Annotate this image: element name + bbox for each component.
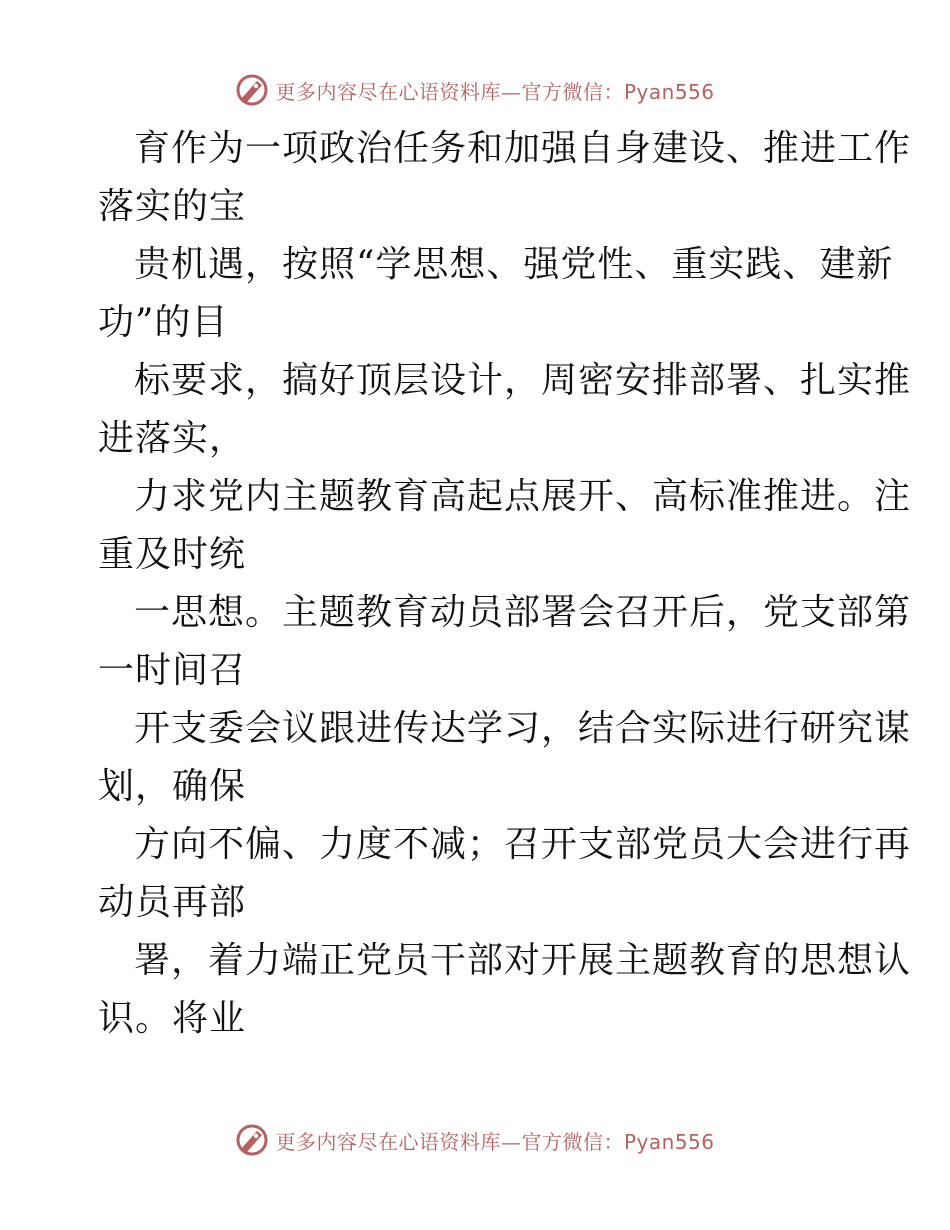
body-line: 落实的宝: [98, 186, 247, 227]
document-body: [98, 120, 912, 1048]
body-line: 一时间召: [98, 650, 247, 691]
footer-banner-text: [275, 1126, 714, 1155]
body-line: 标要求，搞好顶层设计，周密安排部署、扎实推: [134, 360, 912, 401]
body-line: 开支委会议跟进传达学习，结合实际进行研究谋: [134, 708, 912, 749]
body-line: 育作为一项政治任务和加强自身建设、推进工作: [134, 128, 912, 169]
footer-banner-id: Pyan556: [623, 1129, 715, 1154]
header-banner-id: Pyan556: [623, 79, 715, 104]
pen-nib-logo-icon: [235, 1123, 269, 1157]
body-line: 一思想。主题教育动员部署会召开后，党支部第: [134, 592, 912, 633]
body-line: 重及时统: [98, 534, 247, 575]
body-line: 力求党内主题教育高起点展开、高标准推进。注: [134, 476, 912, 517]
footer-banner-label: 更多内容尽在心语资料库—官方微信：: [275, 1129, 624, 1154]
body-line: 识。将业: [98, 998, 247, 1039]
header-banner-label: 更多内容尽在心语资料库—官方微信：: [275, 79, 624, 104]
body-line: 划，确保: [98, 766, 247, 807]
pen-nib-logo-icon: [235, 73, 269, 107]
body-line: 方向不偏、力度不减；召开支部党员大会进行再: [134, 824, 912, 865]
body-line: 署，着力端正党员干部对开展主题教育的思想认: [134, 940, 912, 981]
body-line: 进落实，: [98, 418, 247, 459]
footer-banner: [0, 1120, 950, 1160]
body-line: 功”的目: [98, 302, 229, 343]
body-line: 动员再部: [98, 882, 247, 923]
header-banner: [0, 70, 950, 110]
header-banner-text: [275, 76, 714, 105]
body-line: 贵机遇，按照“学思想、强党性、重实践、建新: [134, 244, 894, 285]
